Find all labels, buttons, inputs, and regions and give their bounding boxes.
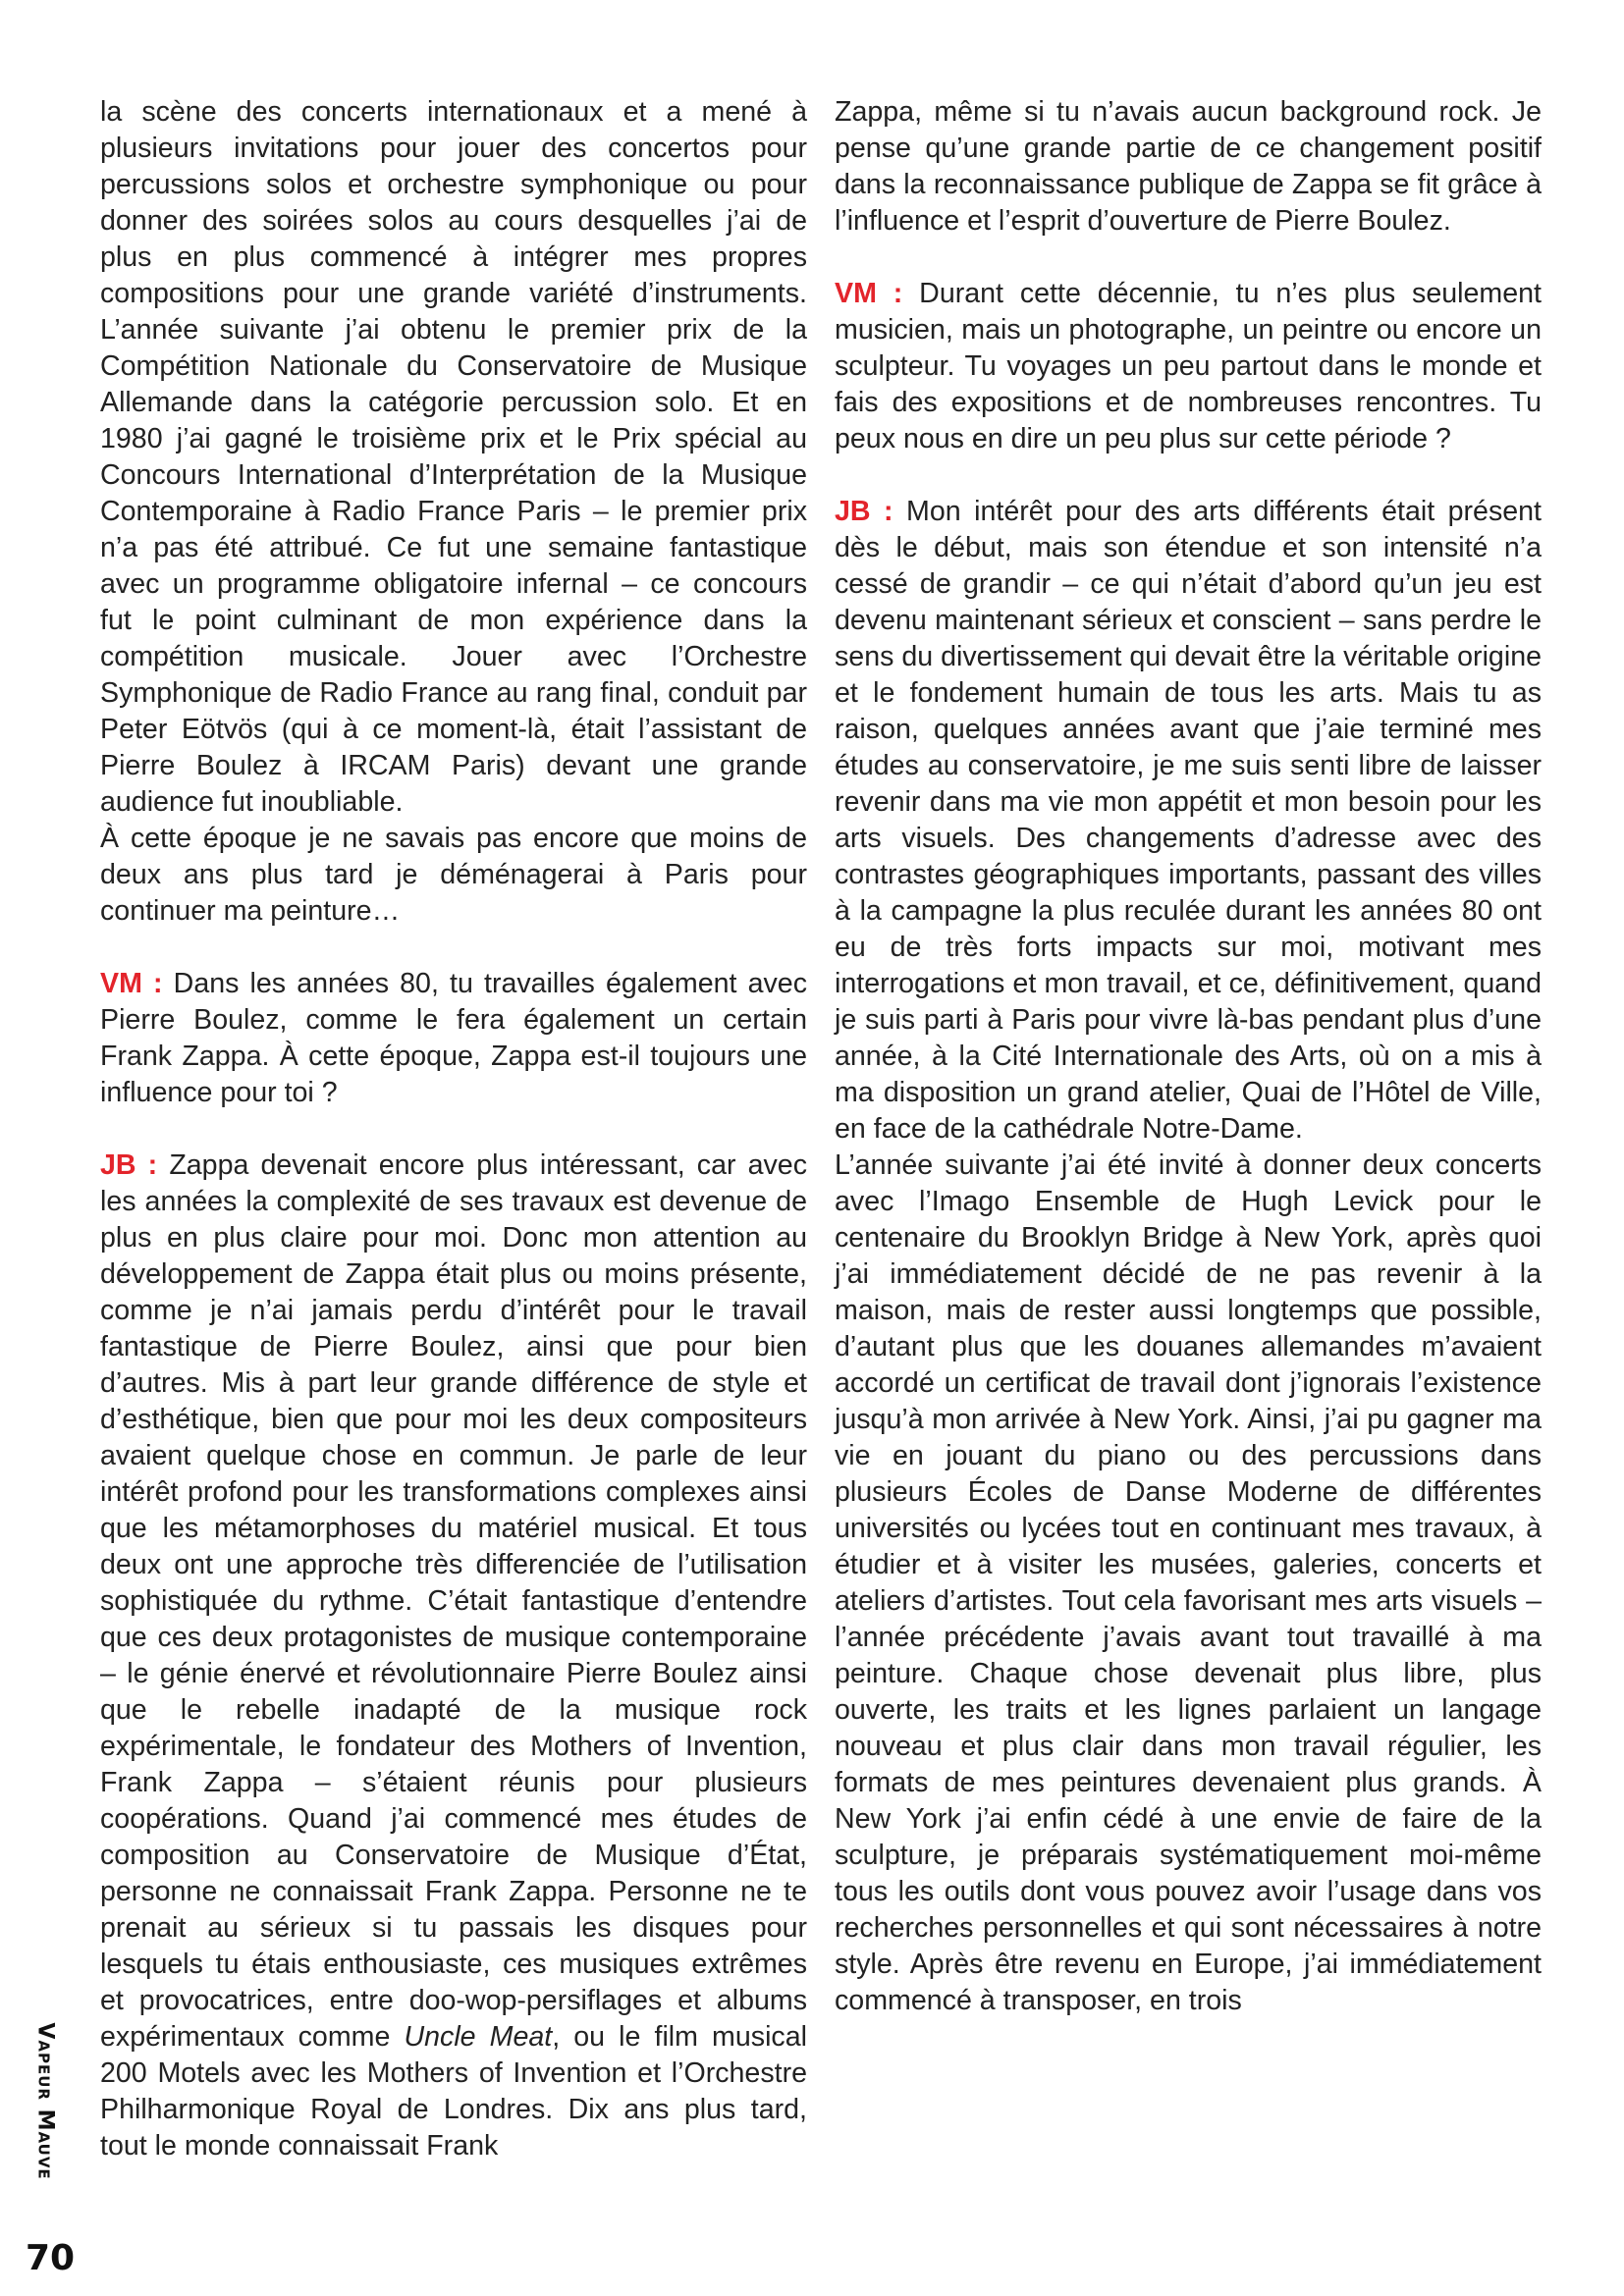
speaker-label: JB :	[100, 1149, 158, 1181]
magazine-name-vertical	[27, 2022, 63, 2179]
speaker-label: VM :	[835, 278, 903, 309]
speaker-label: VM :	[100, 968, 163, 999]
question-text: Durant cette décennie, tu n’es plus seulement musicien, mais un photographe, un peintre ou encore un sculpteur. Tu voyages un peu partout dans le monde et fais des expositions et de nombreuses rencontres. Tu peux nous en dire un peu plus sur cette période ?	[835, 278, 1542, 454]
question-text: Dans les années 80, tu travailles également avec Pierre Boulez, comme le fera également un certain Frank Zappa. À cette époque, Zappa est-il toujours une influence pour toi ?	[100, 968, 807, 1108]
answer-text: Zappa devenait encore plus intéressant, car avec les années la complexité de ses travaux est devenue de plus en plus claire pour moi. Donc mon attention au développement de Zappa était plus ou moins présente, comme je n’ai jamais perdu d’intérêt pour le travail fantastique de Pierre Boulez, ainsi que pour bien d’autres. Mis à part leur grande différence de style et d’esthétique, bien que pour moi les deux compositeurs avaient quelque chose en commun. Je parle de leur intérêt profond pour les transformations complexes ainsi que les métamorphoses du matériel musical. Et tous deux ont une approche très differenciée de l’utilisation sophistiquée du rythme. C’était fantastique d’entendre que ces deux protagonistes de musique contemporaine – le génie énervé et révolutionnaire Pierre Boulez ainsi que le rebelle inadapté de la musique rock expérimentale, le fondateur des Mothers of Invention, Frank Zappa – s’étaient réunis pour plusieurs coopérations. Quand j’ai commencé mes études de composition au Conservatoire de Musique d’État, personne ne connaissait Frank Zappa. Personne ne te prenait au sérieux si tu passais les disques pour lesquels tu étais enthousiaste, ces musiques extrêmes et provocatrices, entre doo-wop-persiflages et albums expérimentaux comme	[100, 1149, 808, 2053]
interview-answer	[835, 494, 1542, 1148]
paragraph: la scène des concerts internationaux et a mené à plusieurs invitations pour jouer des concertos pour percussions solos et orchestre symphonique ou pour donner des soirées solos au cours desquelles j’ai de plus en plus commencé à intégrer mes propres compositions pour une grande variété d’instruments. L’année suivante j’ai obtenu le premier prix de la Compétition Nationale du Conservatoire de Musique Allemande dans la catégorie percussion solo. Et en 1980 j’ai gagné le troisième prix et le Prix spécial au Concours International d’Interprétation de la Musique Contemporaine à Radio France Paris – le premier prix n’a pas été attribué. Ce fut une semaine fantastique avec un programme obligatoire infernal – ce concours fut le point culminant de mon expérience dans la compétition musicale. Jouer avec l’Orchestre Symphonique de Radio France au rang final, conduit par Peter Eötvös (qui à ce moment-là, était l’assistant de Pierre Boulez à IRCAM Paris) devant une grande audience fut inoubliable.	[100, 96, 807, 818]
interview-answer	[100, 1148, 807, 2164]
speaker-label: JB :	[835, 496, 893, 527]
album-title: Uncle Meat	[404, 2021, 553, 2053]
interview-question	[100, 966, 807, 1111]
interview-question	[835, 276, 1542, 457]
left-text-column	[100, 94, 807, 2164]
paragraph: À cette époque je ne savais pas encore que moins de deux ans plus tard je déménagerai à Paris pour continuer ma peinture…	[100, 823, 807, 927]
magazine-name: Vapeur Mauve	[32, 2021, 58, 2180]
answer-text: , ou le film musical 200 Motels avec les Mothers of Invention et l’Orchestre Philharmonique Royal de Londres. Dix ans plus tard, tout le monde connaissait Frank	[100, 2021, 807, 2162]
paragraph: Zappa, même si tu n’avais aucun background rock. Je pense qu’une grande partie de ce changement positif dans la reconnaissance publique de Zappa se fit grâce à l’influence et l’esprit d’ouverture de Pierre Boulez.	[835, 96, 1542, 237]
right-text-column	[835, 94, 1542, 2019]
answer-text: Mon intérêt pour des arts différents était présent dès le début, mais son étendue et son intensité n’a cessé de grandir – ce qui n’était d’abord qu’un jeu est devenu maintenant sérieux et conscient – sans perdre le sens du divertissement qui devait être la véritable origine et le fondement humain de tous les arts. Mais tu as raison, quelques années avant que j’aie terminé mes études au conservatoire, je me suis senti libre de laisser revenir dans ma vie mon appétit et mon besoin pour les arts visuels. Des changements d’adresse avec des contrastes géographiques importants, passant des villes à la campagne la plus reculée durant les années 80 ont eu de très forts impacts sur moi, motivant mes interrogations et mon travail, et ce, définitivement, quand je suis parti à Paris pour vivre là-bas pendant plus d’une année, à la Cité Internationale des Arts, où on a mis à ma disposition un grand atelier, Quai de l’Hôtel de Ville, en face de la cathédrale Notre-Dame.	[835, 496, 1542, 1145]
page-number: 70	[26, 2238, 76, 2278]
paragraph: L’année suivante j’ai été invité à donner deux concerts avec l’Imago Ensemble de Hugh Levick pour le centenaire du Brooklyn Bridge à New York, après quoi j’ai immédiatement décidé de ne pas revenir à la maison, mais de rester aussi longtemps que possible, d’autant plus que les douanes allemandes m’avaient accordé un certificat de travail dont j’ignorais l’existence jusqu’à mon arrivée à New York. Ainsi, j’ai pu gagner ma vie en jouant du piano ou des percussions dans plusieurs Écoles de Danse Moderne de différentes universités ou lycées tout en continuant mes travaux, à étudier et à visiter les musées, galeries, concerts et ateliers d’artistes. Tout cela favorisant mes arts visuels – l’année précédente j’avais avant tout travaillé à ma peinture. Chaque chose devenait plus libre, plus ouverte, les traits et les lignes parlaient un langage nouveau et plus clair dans mon travail régulier, les formats de mes peintures devenaient plus grands. À New York j’ai enfin cédé à une envie de faire de la sculpture, je préparais systématiquement moi-même tous les outils dont vous pouvez avoir l’usage dans vos recherches personnelles et qui sont nécessaires à notre style. Après être revenu en Europe, j’ai immédiatement commencé à transposer, en trois	[835, 1149, 1542, 2016]
